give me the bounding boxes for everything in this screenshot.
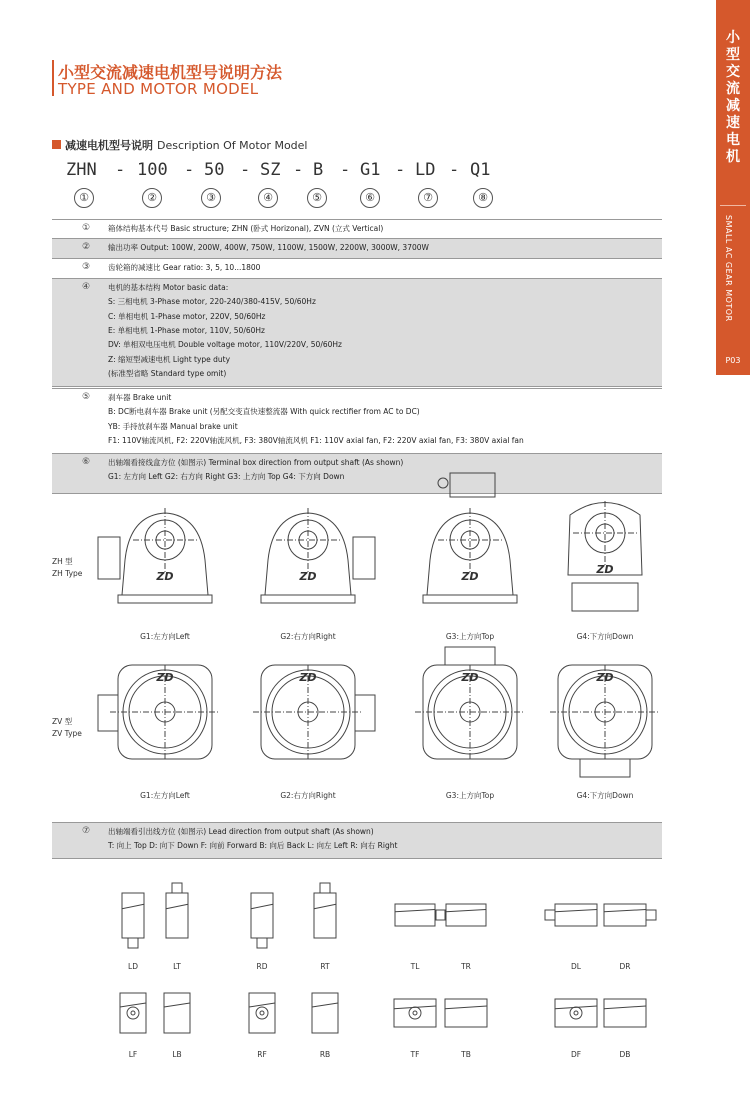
lead-label: TF [410, 1050, 420, 1059]
row-text: C: 单相电机 1-Phase motor, 220V, 50/60Hz [108, 311, 266, 321]
lead-label: DB [619, 1050, 631, 1059]
zv-motor-drawing [395, 645, 545, 795]
motor-base [423, 595, 517, 603]
code-part: 50 [204, 160, 225, 180]
row-number: ② [82, 242, 91, 252]
zh-type-en: ZH Type [52, 569, 83, 578]
lead-box-seam [166, 904, 188, 909]
table-rule [52, 386, 662, 387]
code-part: Q1 [470, 160, 491, 180]
code-separator: - [449, 160, 460, 180]
lead-label: LF [128, 1050, 138, 1059]
table-row [52, 278, 662, 386]
page-number: P03 [725, 356, 741, 365]
lead-drawing [430, 984, 502, 1042]
code-number: ② [142, 188, 162, 208]
zv-label: G4:下方向Down [576, 791, 634, 800]
lead-box-body [314, 893, 336, 938]
zh-motor-drawing [395, 495, 545, 645]
side-char: 流 [726, 81, 740, 97]
lead-label: DR [619, 962, 631, 971]
zv-type-cn: ZV 型 [52, 717, 73, 726]
zh-label: G3:上方向Top [445, 632, 495, 641]
section-title [65, 137, 307, 153]
table-rule [52, 238, 662, 239]
cable-gland [646, 910, 656, 920]
lead-drawing [236, 878, 288, 953]
lead-drawing [589, 889, 661, 941]
lead-box-seam [395, 910, 435, 912]
row-number: ⑤ [82, 392, 91, 402]
zv-motor-drawing [90, 645, 240, 795]
table-row [52, 388, 662, 453]
row-number: ③ [82, 262, 91, 272]
row-number: ① [82, 223, 91, 233]
page-title-cn: 小型交流减速电机型号说明方法 [58, 63, 283, 82]
lead-box-body [120, 993, 146, 1033]
row-text: F1: 110V轴流风机, F2: 220V轴流风机, F3: 380V轴流风机 F1: 110V axial fan, F2: 220V axial fan, F3: 380V axial fan [108, 435, 524, 445]
lead-label: TB [461, 1050, 471, 1059]
lead-label: LD [128, 962, 138, 971]
lead-box-seam [249, 1003, 275, 1007]
row-text: S: 三相电机 3-Phase motor, 220-240/380-415V, 50/60Hz [108, 297, 316, 307]
lead-box-seam [604, 1006, 646, 1009]
lead-box-seam [120, 1003, 146, 1007]
zh-type-cn: ZH 型 [52, 557, 73, 566]
lead-box-seam [122, 904, 144, 909]
lead-box-seam [604, 910, 646, 912]
table-rule [52, 493, 662, 494]
lead-box-body [166, 893, 188, 938]
table-rule [52, 453, 662, 454]
row-text: B: DC断电刹车器 Brake unit (另配交变直快速整流器 With quick rectifier from AC to DC) [108, 407, 420, 417]
cable-gland [570, 1007, 582, 1019]
row-number: ⑥ [82, 457, 91, 467]
table-row [52, 453, 662, 493]
lead-label: DF [570, 1050, 582, 1059]
side-divider [720, 205, 746, 206]
lead-drawing [299, 878, 351, 953]
code-separator: - [184, 160, 195, 180]
lead-box-seam [312, 1003, 338, 1007]
table-rule [52, 388, 662, 389]
lead-box-body [251, 893, 273, 938]
cable-gland-hole [574, 1011, 578, 1015]
table-row [52, 219, 662, 238]
table-rule [52, 858, 662, 859]
code-part: B [313, 160, 324, 180]
lead-box-body [446, 904, 486, 926]
brand-logo: ZD [156, 671, 174, 684]
code-separator: - [115, 160, 126, 180]
lead-box-seam [164, 1003, 190, 1007]
side-char: 交 [726, 64, 740, 80]
code-number: ⑧ [473, 188, 493, 208]
zh-label: G4:下方向Down [576, 632, 634, 641]
row-text: Z: 缩短型减速电机 Light type duty [108, 354, 231, 364]
row-text: 齿轮箱的减速比 Gear ratio: 3, 5, 10...1800 [108, 263, 261, 272]
brand-logo: ZD [156, 570, 174, 583]
lead-label: RT [320, 962, 330, 971]
cable-gland-hole [131, 1011, 135, 1015]
lead-box-body [604, 904, 646, 926]
lead-box-body [249, 993, 275, 1033]
side-char: 型 [726, 47, 740, 63]
lead-box-body [445, 999, 487, 1027]
zh-motor-drawing [530, 495, 680, 645]
lead-label: DL [571, 962, 581, 971]
lead-drawing [149, 978, 205, 1048]
brand-logo: ZD [299, 671, 317, 684]
side-char: 减 [726, 98, 740, 114]
table-row [52, 238, 662, 258]
brand-logo: ZD [461, 671, 479, 684]
side-title-cn [723, 30, 743, 166]
side-char: 小 [726, 30, 740, 46]
lead-box-body [312, 993, 338, 1033]
code-part: ZHN [66, 160, 97, 180]
row-text: YB: 手持放刹车器 Manual brake unit [108, 421, 238, 431]
terminal-box [572, 583, 638, 611]
table-rule [52, 822, 662, 823]
code-part: LD [415, 160, 436, 180]
terminal-box [580, 759, 630, 777]
terminal-box [445, 647, 495, 665]
zh-label: G1:左方向Left [140, 632, 190, 641]
row-text: 出轴端看接线盒方位 (如图示) Terminal box direction from output shaft (As shown) [108, 458, 404, 467]
code-number: ④ [258, 188, 278, 208]
lead-label: TL [410, 962, 420, 971]
lead-box-seam [446, 910, 486, 912]
lead-drawing [589, 984, 661, 1042]
cable-gland [409, 1007, 421, 1019]
cable-gland [172, 883, 182, 893]
code-separator: - [240, 160, 251, 180]
code-separator: - [293, 160, 304, 180]
row-text: DV: 单相双电压电机 Double voltage motor, 110V/220V, 50/60Hz [108, 340, 342, 350]
side-char: 电 [726, 132, 740, 148]
row-text: 刹车器 Brake unit [108, 393, 172, 402]
table-rule [52, 278, 662, 279]
row-text: 电机的基本结构 Motor basic data: [108, 283, 229, 292]
row-text: 箱体结构基本代号 Basic structure; ZHN (卧式 Horizonal), ZVN (立式 Vertical) [108, 224, 384, 233]
side-char: 速 [726, 115, 740, 131]
code-number: ⑥ [360, 188, 380, 208]
motor-base [261, 595, 355, 603]
cable-gland-hole [260, 1011, 264, 1015]
zh-motor-drawing [90, 495, 240, 645]
zh-label: G2:右方向Right [280, 632, 336, 641]
zv-label: G2:右方向Right [280, 791, 336, 800]
lead-box-body [122, 893, 144, 938]
section-title-cn: 减速电机型号说明 [65, 139, 153, 152]
zv-label: G1:左方向Left [140, 791, 190, 800]
code-number: ⑤ [307, 188, 327, 208]
code-number: ⑦ [418, 188, 438, 208]
section-title-en: Description Of Motor Model [157, 139, 308, 152]
cable-gland [257, 938, 267, 948]
cable-gland-hole [413, 1011, 417, 1015]
code-separator: - [340, 160, 351, 180]
lead-drawing [431, 889, 501, 941]
table-rule [52, 258, 662, 259]
row-text: T: 向上 Top D: 向下 Down F: 向前 Forward B: 向后 Back L: 向左 Left R: 向右 Right [108, 841, 398, 851]
lead-box-body [395, 904, 435, 926]
lead-drawing [234, 978, 290, 1048]
row-text: 出轴端看引出线方位 (如图示) Lead direction from output shaft (As shown) [108, 827, 374, 836]
lead-label: LT [173, 962, 181, 971]
terminal-box [353, 537, 375, 579]
table-rule [52, 219, 662, 220]
code-part: G1 [360, 160, 381, 180]
terminal-box [355, 695, 375, 731]
code-number: ③ [201, 188, 221, 208]
side-char: 机 [726, 149, 740, 165]
brand-logo: ZD [596, 671, 614, 684]
table-row [52, 258, 662, 278]
terminal-box [98, 695, 118, 731]
side-title-en: SMALL AC GEAR MOTOR [724, 215, 733, 322]
lead-box-body [604, 999, 646, 1027]
section-marker [52, 140, 61, 149]
code-part: SZ [260, 160, 281, 180]
cable-gland [320, 883, 330, 893]
code-part: 100 [137, 160, 168, 180]
row-text: E: 单相电机 1-Phase motor, 110V, 50/60Hz [108, 325, 265, 335]
zv-motor-drawing [233, 645, 383, 795]
lead-box-seam [314, 904, 336, 909]
zh-motor-drawing [233, 495, 383, 645]
brand-logo: ZD [461, 570, 479, 583]
cable-gland [128, 938, 138, 948]
heading-bar [52, 60, 54, 96]
lead-label: RD [256, 962, 268, 971]
row-number: ⑦ [82, 826, 91, 836]
terminal-box [98, 537, 120, 579]
lead-label: TR [461, 962, 471, 971]
code-separator: - [395, 160, 406, 180]
zv-type-en: ZV Type [52, 729, 82, 738]
motor-base [118, 595, 212, 603]
lead-drawing [151, 878, 203, 953]
cable-gland [256, 1007, 268, 1019]
cable-gland [436, 910, 446, 920]
lead-box-seam [251, 904, 273, 909]
table-row [52, 822, 662, 858]
row-text: G1: 左方向 Left G2: 右方向 Right G3: 上方向 Top G4: 下方向 Down [108, 472, 345, 482]
row-text: 输出功率 Output: 100W, 200W, 400W, 750W, 1100W, 1500W, 2200W, 3000W, 3700W [108, 243, 429, 252]
lead-label: RB [319, 1050, 331, 1059]
zv-label: G3:上方向Top [445, 791, 495, 800]
row-text: (标准型省略 Standard type omit) [108, 368, 227, 378]
cable-gland [545, 910, 555, 920]
brand-logo: ZD [596, 563, 614, 576]
page-title-en: TYPE AND MOTOR MODEL [58, 80, 259, 98]
zv-motor-drawing [530, 645, 680, 795]
code-number: ① [74, 188, 94, 208]
lead-box-body [164, 993, 190, 1033]
lead-box-seam [445, 1006, 487, 1009]
lead-label: LB [172, 1050, 182, 1059]
cable-gland [127, 1007, 139, 1019]
lead-drawing [297, 978, 353, 1048]
lead-label: RF [257, 1050, 267, 1059]
brand-logo: ZD [299, 570, 317, 583]
row-number: ④ [82, 282, 91, 292]
